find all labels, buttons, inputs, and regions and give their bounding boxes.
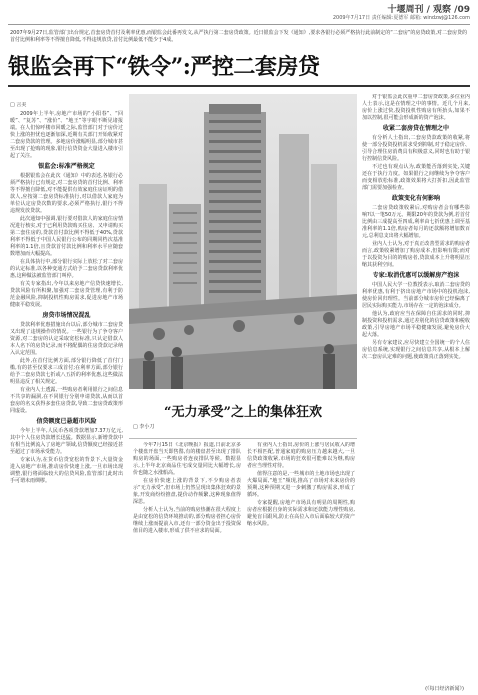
column-right [362, 94, 470, 680]
article-title: 银监会再下“铁令”:严控二套房贷 [8, 54, 320, 80]
header-rule [8, 24, 470, 25]
paragraph: 他认为,政府应当在保障自住需求的同时,抑制投资和投机需求,通过差别化的信贷政策和税收政策,引导房地产市场平稳健康发展,避免房价大起大落。 [362, 311, 470, 338]
page-header [0, 0, 478, 26]
section-heading: 银监会:标准严格规定 [38, 163, 95, 170]
paragraph: 对于银监会此次重申二套房贷政策,多位业内人士表示,这是在情理之中的事情。近几个月来,房价上涨过快,投资投机性购房有所抬头,如果不加以控制,很可能会形成新的资产泡沫。 [362, 94, 470, 121]
paragraph: 有业内人士指出,房价的上涨与居民收入的增长不相匹配,普通家庭的购房压力越来越大,一旦信贷政策收紧,市场的狂欢很可能难以为继,购房者应当理性对待。 [247, 442, 355, 469]
column-left [10, 102, 123, 682]
paragraph: 今年7月15日《北京晚报》报道,日前北京多个楼盘开盘当天即售罄,有的楼盘甚至出现了排队购房的场面,一些购房者连夜排队等候。数据显示,上半年北京商品住宅成交量同比大幅增长,房价也随之水涨船高。 [133, 442, 241, 476]
paragraph: 贷款利率优惠措施出台以后,部分城市二套房贷又出现了违规操作的情况。一些银行为了争夺客户资源,对二套房的认定采取宽松标准,只认定借款人本人名下的房贷记录,而不将配偶的住房贷款记录纳入认定范围。 [10, 322, 123, 356]
article-photo [129, 94, 357, 389]
source-credit: (《每日经济新闻》) [425, 686, 464, 692]
paragraph: 今年上半年,人民币各项贷款增加7.37万亿元,其中个人住房贷款增长迅猛。数据显示,新增贷款中有相当比例流入了房地产领域,信贷额度已经接近甚至超过了市场承受能力。 [10, 428, 123, 455]
paragraph: 分析人士认为,当前的购房热潮在很大程度上是由宽松的信贷环境推动的,部分购房者担心房价继续上涨而提前入市,还有一部分资金出于投资保值目的进入楼市,形成了供不应求的局面。 [133, 507, 241, 534]
section-heading: 收紧二套房贷在情理之中 [382, 125, 449, 132]
paragraph: 有分析人士指出,二套房贷款政策的收紧,将使一部分投资投机需求受到抑制,对于稳定房价、引导合理住房消费具有积极意义,同时也有助于银行控制信贷风险。 [362, 135, 470, 162]
paragraph: 专家认为,在货币信贷宽松的背景下,大量资金进入房地产市场,推动房价快速上涨,一旦市场出现调整,银行将面临较大的信贷风险,监管部门此时出手可谓未雨绸缪。 [10, 457, 123, 484]
paragraph: 有业内人士透露,一些购房者利用银行之间信息不共享的漏洞,在不同银行分别申请贷款,从而以首套房的名义获得多套住房贷款,导致二套房贷政策形同虚设。 [10, 387, 123, 414]
paragraph: 二套房贷政策收紧后,对购房者会有哪些影响?以一笔50万元、期限20年的贷款为例,若首付比例由三成提高至四成,利率由七折优惠上调至基准利率的1.1倍,购房者每月的还款额将增加数百元,总利息支出将大幅增加。 [362, 205, 470, 239]
lead-paragraph: 2007年9月27日,监管部门出台规定,首套房贷首付及利率优惠,而银监会此番再发文,从严执行第二套房贷政策。近日银监会下发《通知》,要求各银行必须严格执行此前制定的“二套房”的房贷政策,对二套房贷的首付比例和利率等不得擅自降低,不得违规放贷,首付比例最低不能少于4成。 [10, 30, 467, 43]
paragraph: 另有专家建议,应尽快建立全国统一的个人住房信息系统,实现银行之间信息共享,从根本上解决二套房认定难的问题,使政策真正落到实处。 [362, 340, 470, 360]
paragraph: 值得注意的是,一些城市的土地市场也出现了火爆局面,“地王”频现,推高了市场对未来房价的预期,这种预期又进一步刺激了购房需求,形成了循环。 [247, 471, 355, 498]
paragraph: 此外,在首付比例方面,部分银行降低了首付门槛,有的甚至仅要求三成首付;在利率方面,部分银行给予二套房贷款七折或八五折的利率优惠,这些做法明显违反了相关规定。 [10, 358, 123, 385]
paragraph: 根据银监会在此次《通知》中的表述,各银行必须严格执行已有规定,对二套房贷的首付比例、利率等不得擅自降低,对不能提供有效家庭住房证明的借款人,应按第二套房贷标准执行,对以借款人家庭为单位认定房贷次数的要求,必须严格执行,银行不得违规发放贷款。 [10, 173, 123, 214]
inset-byline: □ 李小刀 [133, 424, 155, 430]
section-heading: 政策变化有何影响 [391, 195, 440, 202]
paragraph: 有关专家指出,今年以来房地产信贷快速增长,贷款风险有所积聚,加强对二套房贷管理,有利于防范金融风险,抑制投机性购房需求,促进房地产市场健康平稳发展。 [10, 281, 123, 308]
section-heading: 信贷额度已悬超市风险 [36, 418, 97, 425]
issue-info: 2009年7月17日 责任编辑:夏德军 邮箱: windzwj@126.com [332, 15, 470, 21]
inset-article-header [129, 395, 357, 439]
paragraph: 专家提醒,房地产市场具有明显的周期性,购房者应根据自身的实际需求和还款能力理性购房,避免盲目跟风,防止在高位入市后面临较大的资产缩水风险。 [247, 500, 355, 527]
paragraph: 此次通知中强调,银行要对借款人的家庭住房情况进行核实,对于已利用贷款购买住房、又申请购买第二套住房的,贷款首付款比例不得低于40%,贷款利率不得低于中国人民银行公布的同期同档次基准利率的1.1倍,且贷款首付款比例和利率水平应随套数增加而大幅提高。 [10, 216, 123, 257]
paragraph: 2009年上半年,房地产市场的“小阳春”、“回暖”、“复苏”、“涨价”、“地王”等字眼不断见诸报端。在人们惊呼楼市回暖之际,监管部门对于房价过快上涨的担忧也逐渐加深,近期有关部门开始收紧对二套房贷款的管理。多地房价涨幅明显,部分城市甚至出现了抢购的现象,银行信贷资金大量进入楼市引起了关注。 [10, 111, 123, 159]
inset-title: “无力承受”之上的集体狂欢 [164, 405, 322, 420]
inset-rule [129, 438, 357, 439]
column-middle-left [133, 442, 241, 680]
paragraph: 不过也有观点认为,政策能否落到实处,关键还在于执行力度。如果银行之间继续为争夺客户而变相放松标准,政策效果将大打折扣,因此监管部门需要加强检查。 [362, 164, 470, 191]
section-heading: 专家:取消优惠可以缓解房产泡沫 [372, 272, 460, 279]
paragraph: 业内人士认为,对于真正改善型需求的购房者而言,政策收紧增加了购房成本,但影响有限;而对于以投资为目的的购房者,贷款成本上升将明显压缩其获利空间。 [362, 241, 470, 268]
paragraph: 在房价快速上涨的背景下,不少购房者表示“无力承受”,但市场上仍然呈现出集体狂欢的景象,开发商纷纷推盘,提价动作频繁,这种现象值得深思。 [133, 478, 241, 505]
byline: □ 言美 [10, 102, 27, 108]
paragraph: 在具体执行中,部分银行实际上放松了对二套房的认定标准,以各种变通方式给予二套房贷款利率优惠,这种做法被监管部门叫停。 [10, 259, 123, 279]
paper-name: 十堰周刊 / 观察 /09 [387, 5, 470, 15]
title-rule [8, 85, 470, 87]
section-heading: 房贷市场情况混乱 [42, 312, 91, 319]
paragraph: 中国人民大学一位教授表示,取消二套房贷的利率优惠,有利于挤出房地产市场中的投机泡沫,使房价回归理性。当前部分城市房价已经偏离了居民实际购买能力,市场存在一定的泡沫成分。 [362, 282, 470, 309]
column-middle-right [247, 442, 355, 680]
